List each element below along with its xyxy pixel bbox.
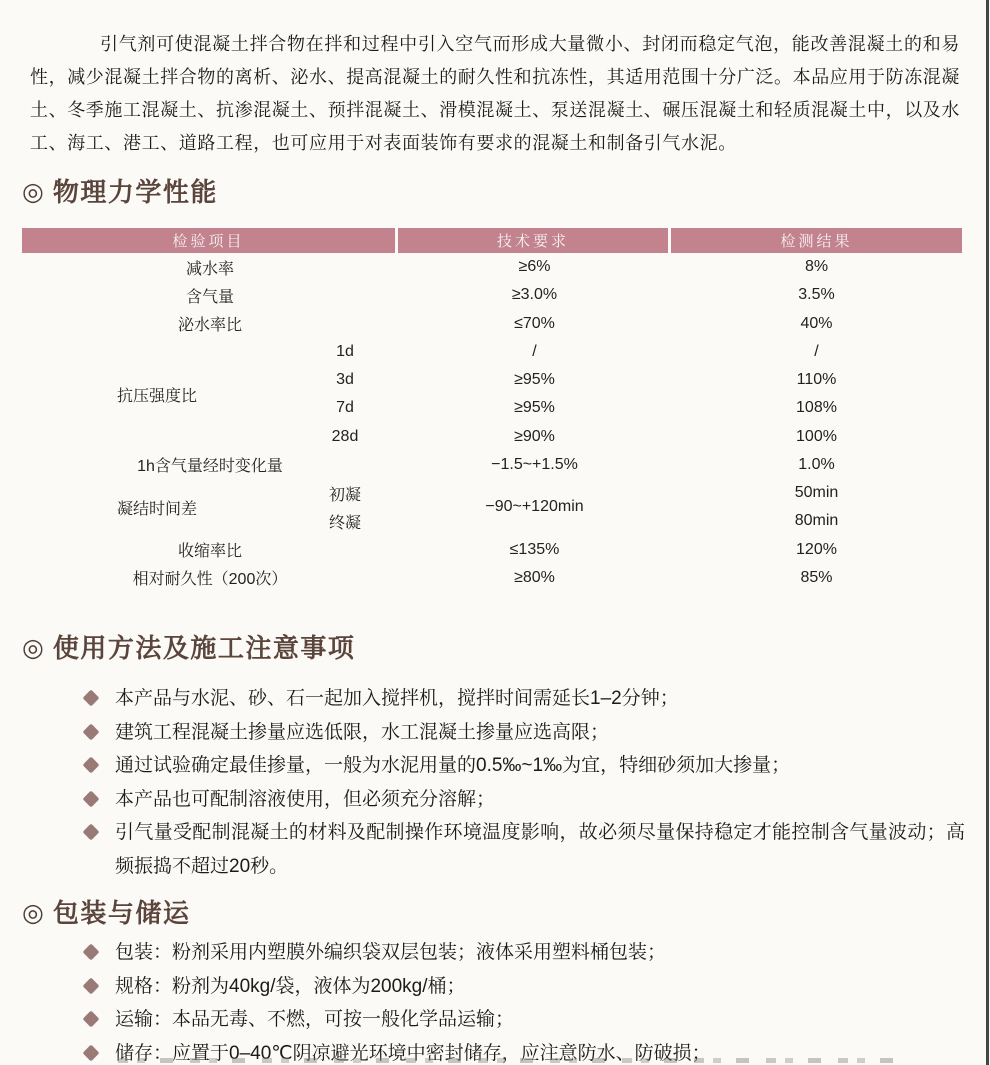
table-header-result: 检测结果	[671, 228, 962, 253]
table-cell-req: −90~+120min	[485, 498, 584, 516]
table-sub-label-age: 1d	[336, 342, 354, 360]
table-cell-result: 3.5%	[798, 286, 835, 304]
diamond-bullet-icon	[83, 690, 100, 707]
table-cell-result: 40%	[800, 314, 833, 332]
table-cell-result: 110%	[796, 371, 837, 389]
section-heading-physical	[22, 174, 990, 210]
table-cell-req: ≥95%	[514, 371, 555, 389]
table-sub-label-age: 3d	[336, 371, 354, 389]
diamond-bullet-icon	[83, 757, 100, 774]
diamond-bullet-icon	[83, 977, 100, 994]
performance-table	[22, 228, 962, 592]
packing-list-item-text: 规格：粉剂为40kg/袋，液体为200kg/桶；	[115, 975, 466, 997]
double-circle-icon: ◎	[22, 178, 44, 206]
packing-bullet-list	[0, 936, 990, 1065]
table-cell-item: 相对耐久性（200次）	[132, 571, 288, 589]
table-cell-item: 减水率	[185, 260, 234, 278]
double-circle-icon: ◎	[22, 899, 44, 927]
packing-list-item	[0, 970, 990, 1004]
table-header-item: 检验项目	[22, 228, 398, 253]
table-cell-result: /	[814, 342, 819, 360]
table-cell-req: ≤135%	[509, 540, 560, 558]
cutoff-text-strip	[118, 1058, 908, 1063]
table-cell-result: 50min	[794, 484, 839, 502]
table-cell-item: 含气量	[185, 288, 234, 306]
usage-list-item-text: 建筑工程混凝土掺量应选低限，水工混凝土掺量应选高限；	[115, 721, 610, 743]
diamond-bullet-icon	[83, 790, 100, 807]
usage-list-item	[0, 716, 990, 750]
table-cell-item: 收缩率比	[177, 543, 242, 561]
diamond-bullet-icon	[83, 944, 100, 961]
section-title-packing: 包装与储运	[52, 898, 191, 928]
table-cell-result: 1.0%	[798, 455, 835, 473]
table-header-req: 技术要求	[398, 228, 671, 253]
packing-list-item-text: 储存：应置于0–40℃阴凉避光环境中密封储存，应注意防水、防破损；	[115, 1042, 711, 1064]
table-cell-req: /	[532, 342, 537, 360]
table-cell-item: 1h含气量经时变化量	[137, 458, 283, 476]
table-cell-item: 泌水率比	[177, 317, 242, 335]
diamond-bullet-icon	[83, 1011, 100, 1028]
table-sub-label-stage: 初凝	[328, 486, 361, 504]
table-cell-result: 120%	[796, 540, 837, 558]
table-cell-req: ≥95%	[514, 399, 555, 417]
usage-list-item	[0, 749, 990, 783]
usage-list-item-text: 通过试验确定最佳掺量，一般为水泥用量的0.5‰~1‰为宜，特细砂须加大掺量；	[115, 755, 791, 776]
table-cell-result: 108%	[796, 399, 837, 417]
table-cell-req: ≥90%	[514, 427, 555, 445]
packing-list-item-text: 包装：粉剂采用内塑膜外编织袋双层包装；液体采用塑料桶包装；	[115, 942, 667, 963]
table-cell-result: 80min	[794, 512, 839, 530]
diamond-bullet-icon	[83, 1044, 100, 1061]
packing-list-item-text: 运输：本品无毒、不燃，可按一般化学品运输；	[115, 1009, 515, 1030]
table-sub-label-age: 7d	[336, 399, 354, 417]
usage-list-item	[0, 783, 990, 817]
section-heading-packing	[22, 895, 990, 931]
section-title-usage: 使用方法及施工注意事项	[52, 633, 356, 663]
table-cell-req: −1.5~+1.5%	[491, 455, 578, 473]
table-cell-result: 8%	[804, 258, 829, 276]
usage-list-item	[0, 816, 990, 883]
diamond-bullet-icon	[83, 723, 100, 740]
usage-list-item-text: 引气量受配制混凝土的材料及配制操作环境温度影响，故必须尽量保持稳定才能控制含气量波动；高频振捣不超过20秒。	[115, 822, 965, 877]
usage-list-item-text: 本产品与水泥、砂、石一起加入搅拌机，搅拌时间需延长1–2分钟；	[115, 688, 679, 709]
table-cell-req: ≤70%	[514, 314, 555, 332]
page-edge-line	[986, 0, 989, 1065]
diamond-bullet-icon	[83, 824, 100, 841]
table-cell-req: ≥80%	[514, 568, 555, 586]
table-sub-label-age: 28d	[331, 427, 359, 445]
table-cell-result: 85%	[800, 568, 833, 586]
table-cell-req: ≥6%	[518, 258, 551, 276]
table-cell-req: ≥3.0%	[511, 286, 558, 304]
usage-list-item	[0, 682, 990, 716]
packing-list-item	[0, 1003, 990, 1037]
table-cell-result: 100%	[796, 427, 837, 445]
usage-bullet-list	[0, 682, 990, 883]
usage-list-item-text: 本产品也可配制溶液使用，但必须充分溶解；	[115, 788, 496, 810]
table-sub-label-stage: 终凝	[328, 514, 361, 532]
table-group-label-strength: 抗压强度比	[116, 387, 197, 405]
section-heading-usage	[22, 630, 990, 666]
intro-paragraph: 引气剂可使混凝土拌合物在拌和过程中引入空气而形成大量微小、封闭而稳定气泡，能改善混凝土的和易性，减少混凝土拌合物的离析、泌水、提高混凝土的耐久性和抗冻性，其适用范围十分广泛。本品应用于防冻混凝土、冬季施工混凝土、抗渗混凝土、预拌混凝土、滑模混凝土、泵送混凝土、碾压混凝土和轻质混凝土中，以及水工、海工、港工、道路工程，也可应用于对表面装饰有要求的混凝土和制备引气水泥。	[30, 34, 960, 153]
packing-list-item	[0, 936, 990, 970]
section-title-physical: 物理力学性能	[52, 177, 218, 207]
table-group-label-setting: 凝结时间差	[116, 500, 197, 518]
double-circle-icon: ◎	[22, 634, 44, 662]
